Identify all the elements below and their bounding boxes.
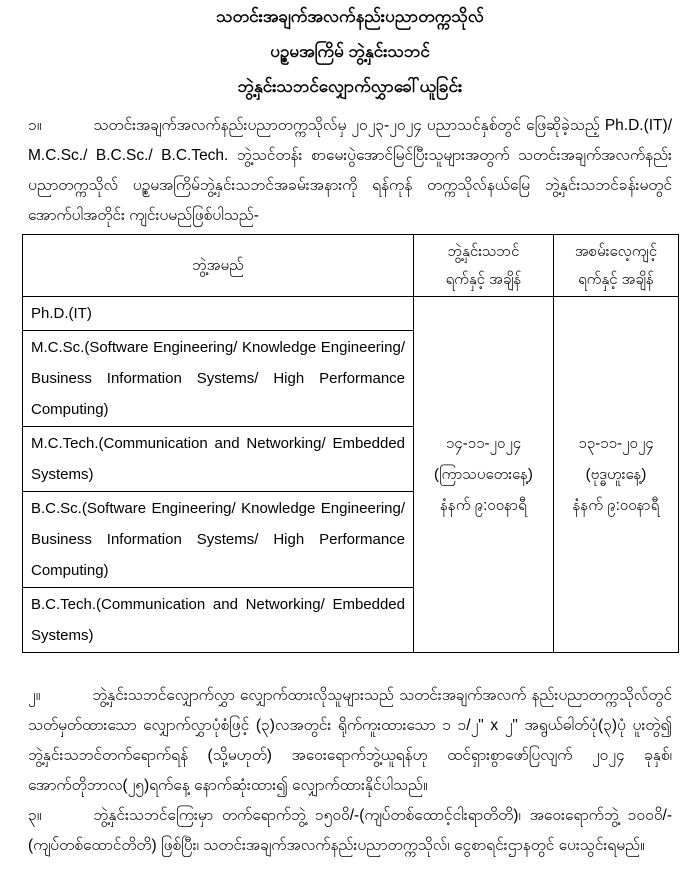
paragraph-2-text: ဘွဲ့နှင်းသဘင်လျှောက်လွှာ လျှောက်ထားလိုသူများသည် သတင်းအချက်အလက် နည်းပညာတက္ကသိုလ်တွင် သတ်မှတ်ထားသော လျှောက်လွှာပုံစံဖြင့် (၃)လအတွင်း ရိုက်ကူးထားသော ၁ ၁/၂" x ၂" အရွယ်ဓါတ်ပုံ(၃)ပုံ ပူးတွဲ၍ ဘွဲ့နှင်းသဘင်တက်ရောက်ရန် (သို့မဟုတ်) အဝေးရောက်ဘွဲ့ယူရန်ဟု ထင်ရှားစွာဖော်ပြလျက် ၂၀၂၄ ခုနှစ်၊ အောက်တိုဘာလ(၂၅)ရက်နေ့ နောက်ဆုံးထား၍ လျှောက်ထားနိုင်ပါသည်။ bbox=[28, 687, 672, 794]
table-header-row bbox=[23, 235, 679, 297]
paragraph-3 bbox=[28, 801, 672, 861]
degree-phd-it: Ph.D.(IT) bbox=[23, 297, 414, 331]
paragraph-1 bbox=[28, 111, 672, 231]
convocation-schedule-table bbox=[22, 234, 679, 653]
paragraph-1-number: ၁။ bbox=[28, 117, 42, 134]
paragraph-2 bbox=[28, 681, 672, 801]
rehearsal-day: (ဗုဒ္ဓဟူးနေ့) bbox=[585, 466, 647, 483]
ceremony-header-line-1: ဘွဲ့နှင်းသဘင် bbox=[447, 242, 520, 260]
degree-mcsc: M.C.Sc.(Software Engineering/ Knowledge Engineering/ Business Information Systems/ High Performance Computing) bbox=[23, 331, 414, 427]
rehearsal-column-header bbox=[554, 235, 679, 297]
rehearsal-header-line-1: အစမ်းလေ့ကျင့် bbox=[574, 242, 658, 260]
paragraph-2-number: ၂။ bbox=[28, 687, 41, 704]
ceremony-column-header bbox=[414, 235, 554, 297]
degree-mctech: M.C.Tech.(Communication and Networking/ Embedded Systems) bbox=[23, 427, 414, 492]
degree-bctech: B.C.Tech.(Communication and Networking/ Embedded Systems) bbox=[23, 588, 414, 653]
ceremony-date: ၁၄-၁၁-၂၀၂၄ bbox=[445, 435, 522, 452]
rehearsal-datetime-cell bbox=[554, 297, 679, 653]
paragraph-3-text: ဘွဲ့နှင်းသဘင်ကြေးမှာ တက်ရောက်ဘွဲ့ ၁၅၀ဝိ/-(ကျပ်တစ်ထောင့်ငါးရာတိတိ)၊ အဝေးရောက်ဘွဲ့ ၁၀၀ဝိ/-(ကျပ်တစ်ထောင်တိတိ) ဖြစ်ပြီး၊ သတင်းအချက်အလက်နည်းပညာတက္ကသိုလ်၊ ငွေစာရင်းဌာနတွင် ပေးသွင်းရမည်။ bbox=[28, 807, 672, 854]
degree-bcsc: B.C.Sc.(Software Engineering/ Knowledge Engineering/ Business Information Systems/ High Performance Computing) bbox=[23, 492, 414, 588]
university-name-title: သတင်းအချက်အလက်နည်းပညာတက္ကသိုလ် bbox=[216, 7, 484, 26]
title-block bbox=[28, 6, 672, 98]
paragraph-1-text: သတင်းအချက်အလက်နည်းပညာတက္ကသိုလ်မှ ၂၀၂၃-၂၀၂၄ ပညာသင်နှစ်တွင် ဖြေဆိုခဲ့သည့် Ph.D.(IT)/ M.C.Sc./ B.C.Sc./ B.C.Tech. ဘွဲ့သင်တန်း စာမေးပွဲအောင်မြင်ပြီးသူများအတွက် သတင်းအချက်အလက်နည်းပညာတက္ကသိုလ် ပဉ္စမအကြိမ်ဘွဲ့နှင်းသဘင်အခမ်းအနားကို ရန်ကုန် တက္ကသိုလ်နယ်မြေ ဘွဲ့နှင်းသဘင်ခန်းမတွင် အောက်ပါအတိုင်း ကျင်းပမည်ဖြစ်ပါသည်- bbox=[28, 117, 672, 224]
rehearsal-date: ၁၃-၁၁-၂၀၂၄ bbox=[578, 435, 654, 452]
ceremony-datetime-cell bbox=[414, 297, 554, 653]
ceremony-day: (ကြာသပတေးနေ့) bbox=[434, 466, 533, 483]
rehearsal-time: နံနက် ၉:၀၀နာရီ bbox=[572, 497, 660, 514]
announcement-title: ဘွဲ့နှင်းသဘင်လျှောက်လွှာခေါ်ယူခြင်း bbox=[237, 77, 463, 96]
table-row-phd bbox=[23, 297, 679, 331]
degree-column-header: ဘွဲ့အမည် bbox=[23, 235, 414, 297]
ceremony-header-line-2: ရက်နှင့် အချိန် bbox=[445, 270, 522, 288]
paragraph-3-number: ၃။ bbox=[28, 807, 42, 824]
rehearsal-header-line-2: ရက်နှင့် အချိန် bbox=[578, 270, 654, 288]
convocation-number-title: ပဉ္စမအကြိမ် ဘွဲ့နှင်းသဘင် bbox=[270, 42, 430, 61]
ceremony-time: နံနက် ၉:၀၀နာရီ bbox=[440, 497, 527, 514]
